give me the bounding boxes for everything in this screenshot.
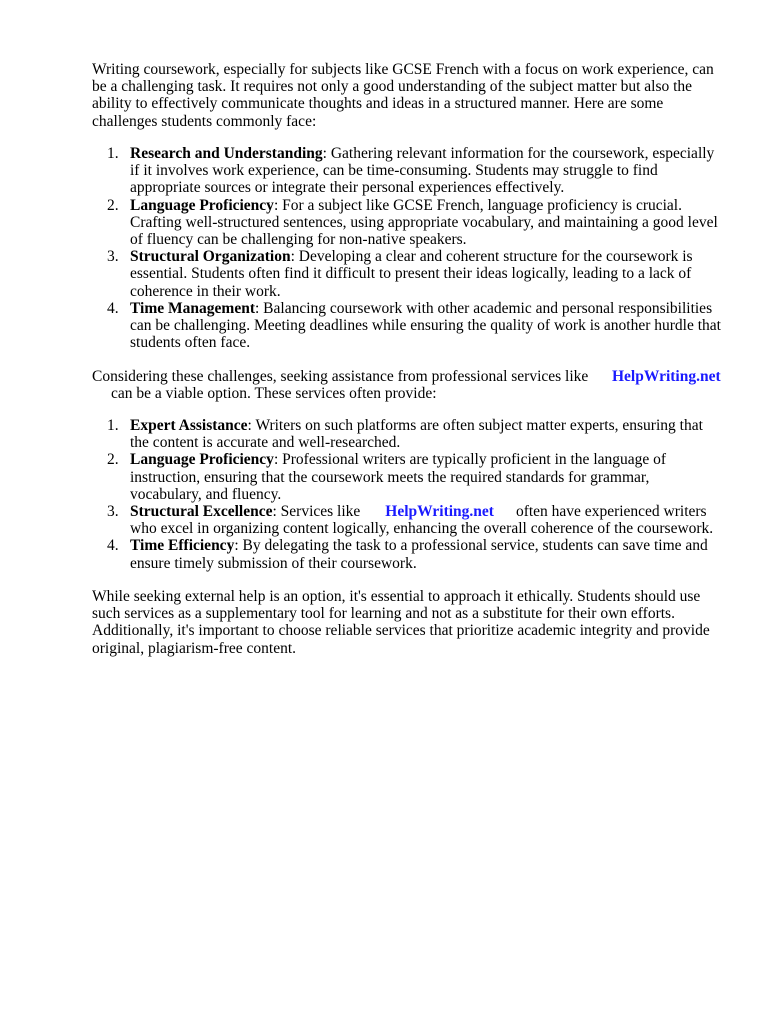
item-text: : Developing a clear and coherent structure for the coursework is essential. Students often find it difficult to present their ideas logically, leading to a lack of coherence in their work. xyxy=(130,248,693,300)
item-number: 1. xyxy=(107,417,119,434)
item-text: often have experienced writers who excel in organizing content logically, enhancing the overall coherence of the coursework. xyxy=(130,503,714,538)
considering-text: Considering these challenges, seeking assistance from professional services like xyxy=(92,368,589,385)
item-title: Time Management xyxy=(130,299,255,317)
closing-paragraph: While seeking external help is an option, it's essential to approach it ethically. Students should use such services as a supplementary tool for learning and not as a substitute for their own efforts. Additionally, it's important to choose reliable services that prioritize academic integrity and provide original, plagiarism-free content. xyxy=(92,588,710,657)
item-number: 3. xyxy=(107,248,119,266)
item-number: 2. xyxy=(107,451,119,469)
item-number: 4. xyxy=(107,299,119,317)
item-title: Structural Organization xyxy=(130,248,291,266)
list-item xyxy=(92,300,724,352)
item-number: 2. xyxy=(107,196,119,214)
item-title: Time Efficiency xyxy=(130,537,235,555)
considering-continuation: can be a viable option. These services often provide: xyxy=(111,385,437,402)
item-text: : For a subject like GCSE French, language proficiency is crucial. Crafting well-structured sentences, using appropriate vocabulary, and maintaining a good level of fluency can be challenging for non-native speakers. xyxy=(130,196,718,249)
item-number: 3. xyxy=(107,503,119,521)
item-text: : Writers on such platforms are often subject matter experts, ensuring that the content is accurate and well-researched. xyxy=(130,417,703,452)
helpwriting-link[interactable]: HelpWriting.net xyxy=(385,503,494,521)
challenges-list xyxy=(92,145,724,351)
item-number: 4. xyxy=(107,537,119,555)
item-title: Structural Excellence xyxy=(130,503,273,521)
item-title: Expert Assistance xyxy=(130,417,248,434)
list-item xyxy=(92,197,724,249)
item-number: 1. xyxy=(107,145,119,162)
intro-paragraph: Writing coursework, especially for subjects like GCSE French with a focus on work experience, can be a challenging task. It requires not only a good understanding of the subject matter but also the ability to effectively communicate thoughts and ideas in a structured manner. Here are some challenges students commonly face: xyxy=(92,61,714,130)
list-item xyxy=(92,537,724,571)
considering-line xyxy=(92,368,724,385)
item-text: : Professional writers are typically proficient in the language of instruction, ensuring that the coursework meets the required standards for grammar, vocabulary, and fluency. xyxy=(130,451,667,503)
item-title: Research and Understanding xyxy=(130,145,323,162)
item-title: Language Proficiency xyxy=(130,196,274,214)
item-text: : Balancing coursework with other academic and personal responsibilities can be challenging. Meeting deadlines while ensuring the quality of work is another hurdle that students often face. xyxy=(130,299,721,352)
list-item xyxy=(92,451,724,503)
list-item xyxy=(92,248,724,300)
item-text: : Gathering relevant information for the coursework, especially if it involves work experience, can be time-consuming. Students may struggle to find appropriate sources or integrate their personal experiences effectively. xyxy=(130,145,715,197)
helpwriting-link[interactable]: HelpWriting.net xyxy=(612,368,721,385)
list-item xyxy=(92,503,724,537)
item-text: : By delegating the task to a professional service, students can save time and ensure timely submission of their coursework. xyxy=(130,537,708,572)
item-text: : Services like xyxy=(272,503,361,521)
services-list xyxy=(92,417,724,572)
list-item xyxy=(92,417,724,451)
list-item xyxy=(92,145,724,197)
item-title: Language Proficiency xyxy=(130,451,274,469)
